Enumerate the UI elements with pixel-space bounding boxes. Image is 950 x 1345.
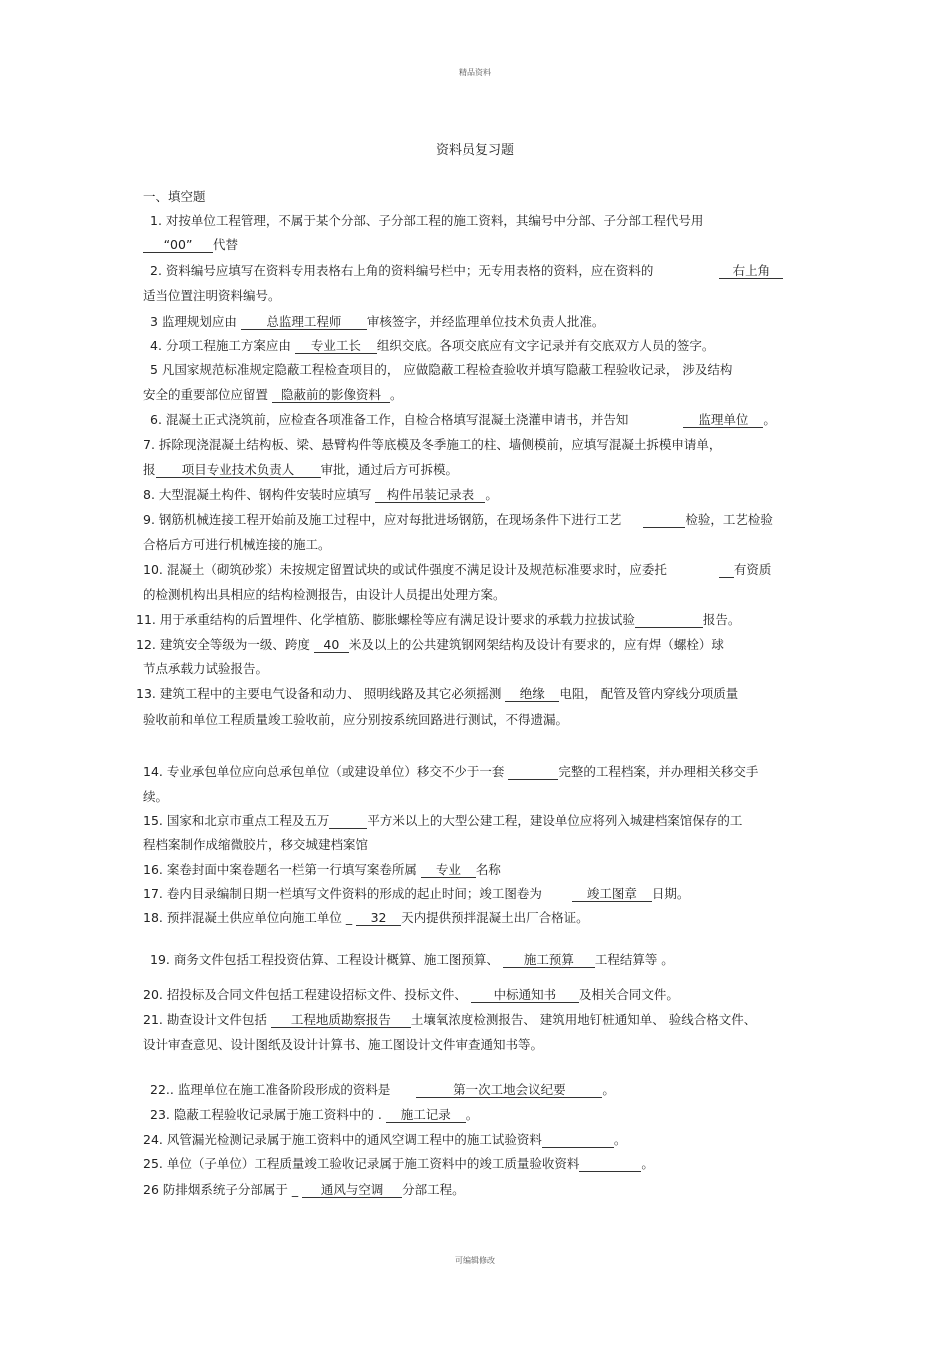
question-text: 审核签字，并经监理单位技术负责人批准。 (366, 314, 605, 329)
question-text: 的检测机构出具相应的结构检测报告，由设计人员提出处理方案。 (143, 587, 506, 602)
question-text: 有资质 (733, 562, 772, 577)
question-text: 检验，工艺检验 (685, 512, 773, 527)
question-line (143, 661, 268, 677)
question-line (143, 562, 771, 578)
question-text: 安全的重要部位应留置 (143, 387, 272, 402)
question-line (143, 288, 281, 304)
question-text: 米及以上的公共建筑钢网架结构及设计有要求的，应有焊（螺栓）球 (348, 637, 724, 652)
question-text: 平方米以上的大型公建工程，建设单位应将列入城建档案馆保存的工 (367, 813, 743, 828)
question-text: 。 (389, 387, 403, 402)
answer-blank: 工程地质勘察报告 (271, 1013, 411, 1028)
answer-blank: 40 (314, 638, 349, 653)
question-text: 17. 卷内目录编制日期一栏填写文件资料的形成的起止时间；竣工图卷为 (143, 886, 542, 901)
question-text: 工程结算等 。 (594, 952, 674, 967)
answer-blank (635, 613, 703, 628)
question-text: 。 (465, 1107, 479, 1122)
question-text: 9. 钢筋机械连接工程开始前及施工过程中，应对每批进场钢筋，在现场条件下进行工艺 (143, 512, 622, 527)
question-text: 7. 拆除现浇混凝土结构板、梁、悬臂构件等底模及冬季施工的柱、墙侧模前，应填写混凝土拆模申请单， (143, 437, 722, 452)
question-line (143, 437, 721, 453)
question-line (150, 1107, 478, 1123)
question-line (143, 487, 498, 503)
question-line (136, 637, 724, 653)
question-line (150, 1082, 615, 1098)
question-line (143, 1182, 465, 1198)
question-text: 22.. 监理单位在施工准备阶段形成的资料是 (150, 1082, 391, 1097)
question-text: 天内提供预拌混凝土出厂合格证。 (401, 910, 589, 925)
answer-blank (579, 1157, 641, 1172)
question-text: 20. 招投标及合同文件包括工程建设招标文件、投标文件、 (143, 987, 471, 1002)
question-line (150, 362, 732, 378)
answer-blank: “00” (143, 238, 213, 253)
question-text: 10. 混凝土（砌筑砂浆）未按规定留置试块的或试件强度不满足设计及规范标准要求时，应委托 (143, 562, 667, 577)
question-line (143, 537, 331, 553)
question-text: 名称 (475, 862, 501, 877)
question-line (150, 314, 604, 330)
question-text: 2. 资料编号应填写在资料专用表格右上角的资料编号栏中；无专用表格的资料，应在资料的 (150, 263, 654, 278)
question-text: 4. 分项工程施工方案应由 (150, 338, 295, 353)
question-text: 24. 风管漏光检测记录属于施工资料中的通风空调工程中的施工试验资料 (143, 1132, 542, 1147)
answer-blank: 专业工长 (295, 339, 377, 354)
answer-blank (329, 814, 367, 829)
question-text: 日期。 (651, 886, 690, 901)
question-text: 11. 用于承重结构的后置埋件、化学植筋、膨胀螺栓等应有满足设计要求的承载力拉拔试验 (136, 612, 635, 627)
question-text: 21. 勘查设计文件包括 (143, 1012, 271, 1027)
answer-blank (508, 765, 558, 780)
question-line (143, 462, 458, 478)
question-line (136, 686, 738, 702)
question-line (143, 512, 773, 528)
question-line (150, 213, 703, 229)
question-text: 适当位置注明资料编号。 (143, 288, 281, 303)
section-heading: 一、填空题 (143, 189, 206, 204)
question-line (150, 412, 776, 428)
question-text: 及相关合同文件。 (578, 987, 679, 1002)
question-text: 6. 混凝土正式浇筑前，应检查各项准备工作，自检合格填写混凝土浇灌申请书，并告知 (150, 412, 629, 427)
answer-blank: 总监理工程师 (241, 315, 367, 330)
question-line (143, 789, 168, 805)
question-text: 验收前和单位工程质量竣工验收前，应分别按系统回路进行测试，不得遗漏。 (143, 712, 569, 727)
answer-blank: 竣工图章 (572, 887, 652, 902)
question-text: 23. 隐蔽工程验收记录属于施工资料中的 . (150, 1107, 386, 1122)
question-text: 3 监理规划应由 (150, 314, 241, 329)
question-line (143, 813, 742, 829)
question-line (143, 764, 758, 780)
question-text: 16. 案卷封面中案卷题名一栏第一行填写案卷所属 (143, 862, 421, 877)
answer-blank: 32 (356, 911, 401, 926)
question-line (143, 862, 501, 878)
question-line (143, 837, 368, 853)
question-text: 。 (485, 487, 498, 502)
answer-blank: 中标通知书 (471, 988, 579, 1003)
question-line (150, 952, 674, 968)
document-title: 资料员复习题 (435, 143, 514, 158)
question-text: 18. 预拌混凝土供应单位向施工单位 _ (143, 910, 357, 925)
question-text: 14. 专业承包单位应向总承包单位（或建设单位）移交不少于一套 (143, 764, 509, 779)
question-line (143, 237, 238, 253)
question-text: 完整的工程档案，并办理相关移交手 (558, 764, 759, 779)
answer-blank: 第一次工地会议纪要 (416, 1083, 602, 1098)
question-line (150, 338, 714, 354)
answer-blank: 右上角 (719, 264, 783, 279)
question-text: 审批，通过后方可拆模。 (320, 462, 459, 477)
question-text: 程档案制作成缩微胶片，移交城建档案馆 (143, 837, 369, 852)
question-text: 组织交底。各项交底应有文字记录并有交底双方人员的签字。 (376, 338, 715, 353)
question-text: 代替 (213, 237, 239, 252)
question-line (143, 587, 506, 603)
question-text: 。 (602, 1082, 615, 1097)
question-text: 26 防排烟系统子分部属于 _ (143, 1182, 303, 1197)
question-text: 。 (641, 1156, 654, 1171)
answer-blank: 通风与空调 (302, 1183, 402, 1198)
question-text: 。 (763, 412, 776, 427)
answer-blank: 施工记录 (386, 1108, 466, 1123)
question-line (143, 1132, 626, 1148)
question-text: 设计审查意见、设计图纸及设计计算书、施工图设计文件审查通知书等。 (143, 1037, 544, 1052)
question-text: 节点承载力试验报告。 (143, 661, 269, 676)
page-footer: 可编辑修改 (455, 1256, 495, 1265)
question-text: 25. 单位（子单位）工程质量竣工验收记录属于施工资料中的竣工质量验收资料 (143, 1156, 580, 1171)
question-line (143, 387, 403, 403)
question-text: 。 (613, 1132, 627, 1147)
question-line (136, 612, 740, 628)
answer-blank: 专业 (421, 863, 476, 878)
page-header: 精品资料 (459, 68, 491, 77)
question-text: 15. 国家和北京市重点工程及五万 (143, 813, 330, 828)
question-text: 8. 大型混凝土构件、钢构件安装时应填写 (143, 487, 376, 502)
question-text: 合格后方可进行机械连接的施工。 (143, 537, 331, 552)
question-text: 19. 商务文件包括工程投资估算、工程设计概算、施工图预算、 (150, 952, 503, 967)
question-text: 5 凡国家规范标准规定隐蔽工程检查项目的， 应做隐蔽工程检查验收并填写隐蔽工程验收记录， 涉及结构 (150, 362, 733, 377)
question-text: 报告。 (702, 612, 741, 627)
question-line (143, 712, 568, 728)
question-text: 报 (143, 462, 156, 477)
answer-blank: 绝缘 (505, 687, 559, 702)
question-line (143, 910, 589, 926)
question-text: 12. 建筑安全等级为一级、跨度 (136, 637, 314, 652)
answer-blank: 项目专业技术负责人 (156, 463, 321, 478)
answer-blank (643, 513, 685, 528)
answer-blank: 施工预算 (503, 953, 595, 968)
answer-blank: 隐蔽前的影像资料 (272, 388, 390, 403)
question-line (143, 1037, 543, 1053)
question-text: 1. 对按单位工程管理，不属于某个分部、子分部工程的施工资料，其编号中分部、子分部工程代号用 (150, 213, 704, 228)
answer-blank (719, 563, 734, 578)
question-line (143, 1156, 654, 1172)
question-line (143, 886, 689, 902)
answer-blank: 监理单位 (683, 413, 763, 428)
answer-blank: 构件吊装记录表 (375, 488, 485, 503)
question-text: 土壤氧浓度检测报告、 建筑用地钉桩通知单、 验线合格文件、 (410, 1012, 757, 1027)
question-text: 电阻， 配管及管内穿线分项质量 (559, 686, 739, 701)
question-text: 续。 (143, 789, 169, 804)
question-text: 13. 建筑工程中的主要电气设备和动力、 照明线路及其它必须摇测 (136, 686, 506, 701)
question-line (150, 263, 783, 279)
answer-blank (542, 1133, 614, 1148)
question-line (143, 1012, 756, 1028)
question-text: 分部工程。 (402, 1182, 465, 1197)
question-line (143, 987, 679, 1003)
